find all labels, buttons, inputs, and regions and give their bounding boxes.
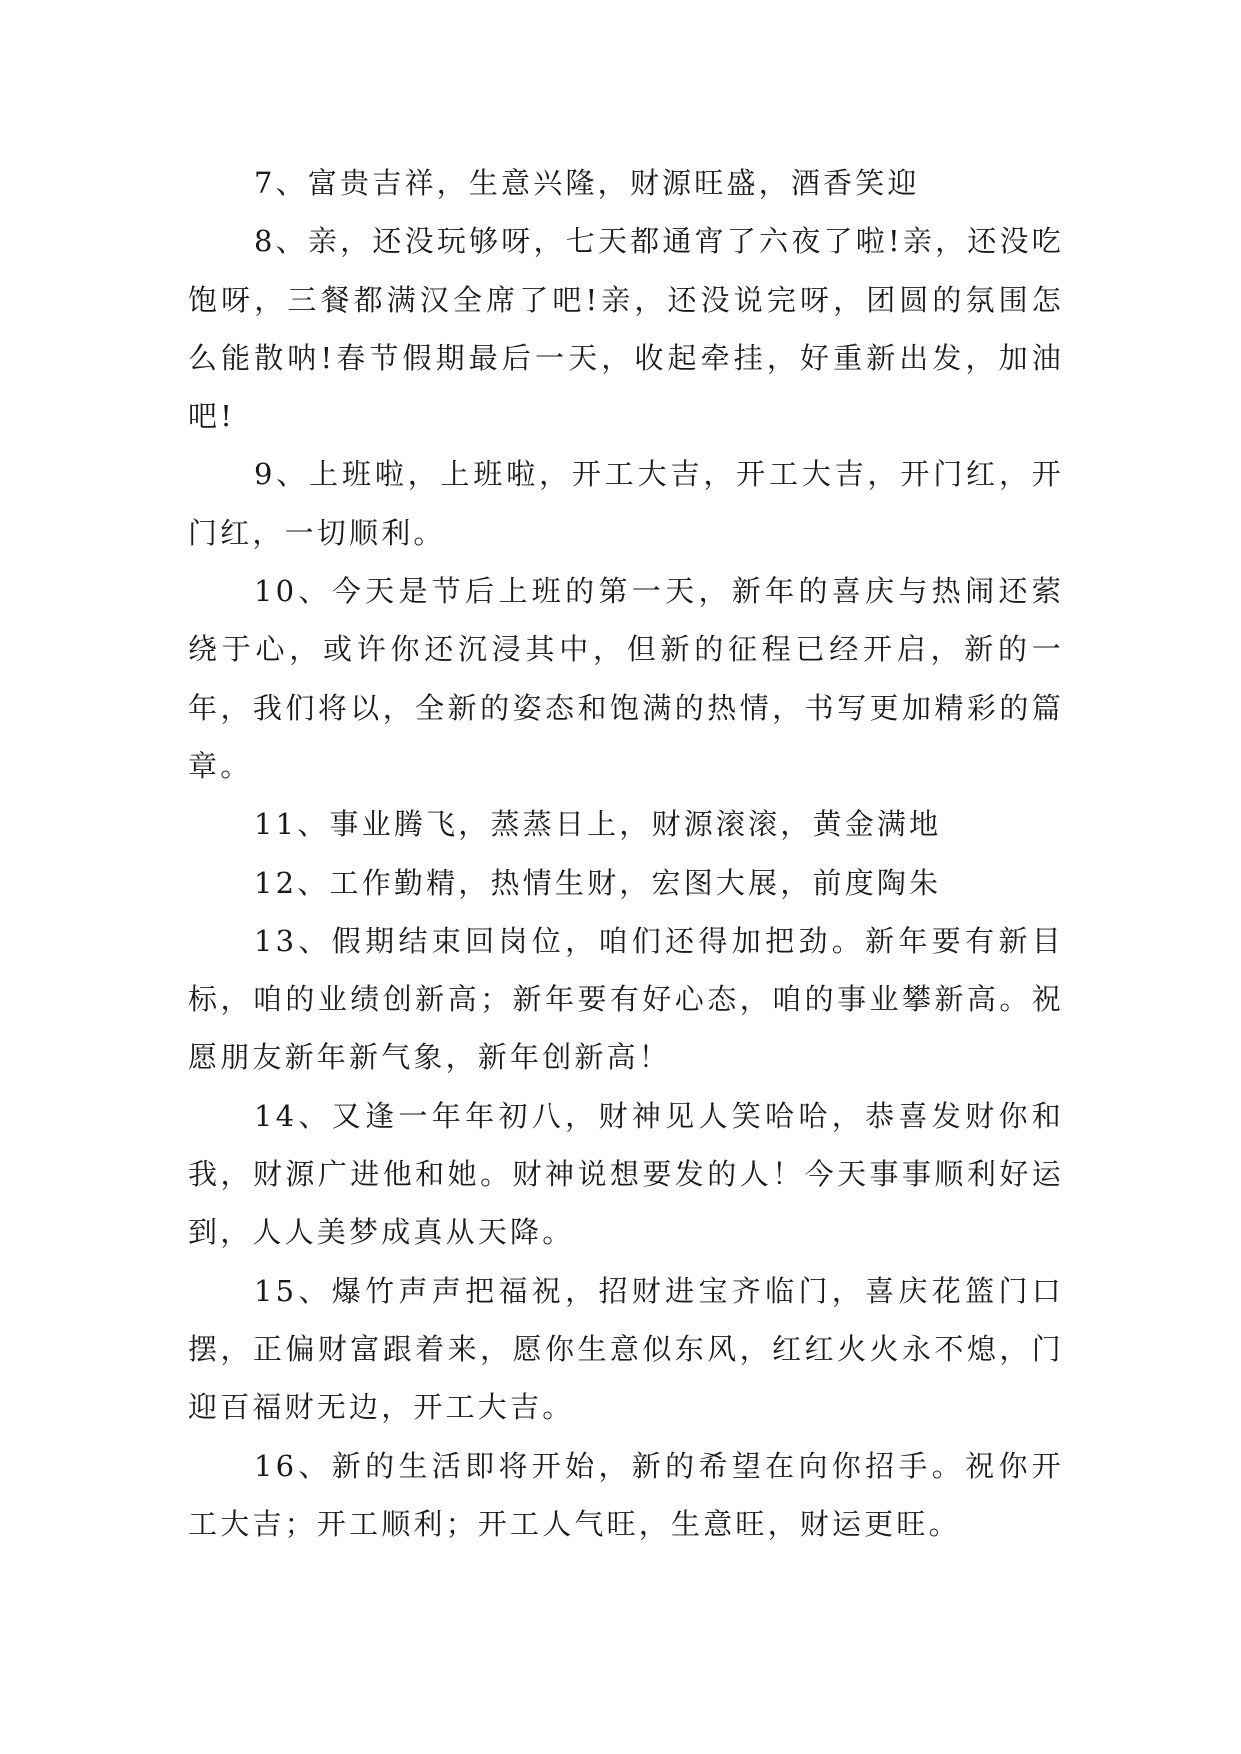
paragraph-9: 9、上班啦，上班啦，开工大吉，开工大吉，开门红，开门红，一切顺利。: [188, 457, 1064, 550]
paragraph-10: 10、今天是节后上班的第一天，新年的喜庆与热闹还萦绕于心，或许你还沉浸其中，但新的征程已经开启，新的一年，我们将以，全新的姿态和饱满的热情，书写更加精彩的篇章。: [188, 574, 1064, 783]
paragraph-7: 7、富贵吉祥，生意兴隆，财源旺盛，酒香笑迎: [254, 166, 920, 200]
paragraph-11: 11、事业腾飞，蒸蒸日上，财源滚滚，黄金满地: [254, 807, 942, 842]
paragraph-16: 16、新的生活即将开始，新的希望在向你招手。祝你开工大吉；开工顺利；开工人气旺，生意旺，财运更旺。: [188, 1448, 1064, 1541]
paragraph-14: 14、又逢一年年初八，财神见人笑哈哈，恭喜发财你和我，财源广进他和她。财神说想要发的人！今天事事顺利好运到，人人美梦成真从天降。: [188, 1098, 1064, 1250]
document-body: [188, 154, 1064, 1553]
paragraph-12: 12、工作勤精，热情生财，宏图大展，前度陶朱: [254, 865, 942, 900]
paragraph-15: 15、爆竹声声把福祝，招财进宝齐临门，喜庆花篮门口摆，正偏财富跟着来，愿你生意似东风，红红火火永不熄，门迎百福财无边，开工大吉。: [188, 1273, 1064, 1425]
paragraph-13: 13、假期结束回岗位，咱们还得加把劲。新年要有新目标，咱的业绩创新高；新年要有好心态，咱的事业攀新高。祝愿朋友新年新气象，新年创新高！: [188, 923, 1064, 1075]
paragraph-8: 8、亲，还没玩够呀，七天都通宵了六夜了啦!亲，还没吃饱呀，三餐都满汉全席了吧!亲，还没说完呀，团圆的氛围怎么能散呐!春节假期最后一天，收起牵挂，好重新出发，加油吧!: [188, 224, 1064, 434]
